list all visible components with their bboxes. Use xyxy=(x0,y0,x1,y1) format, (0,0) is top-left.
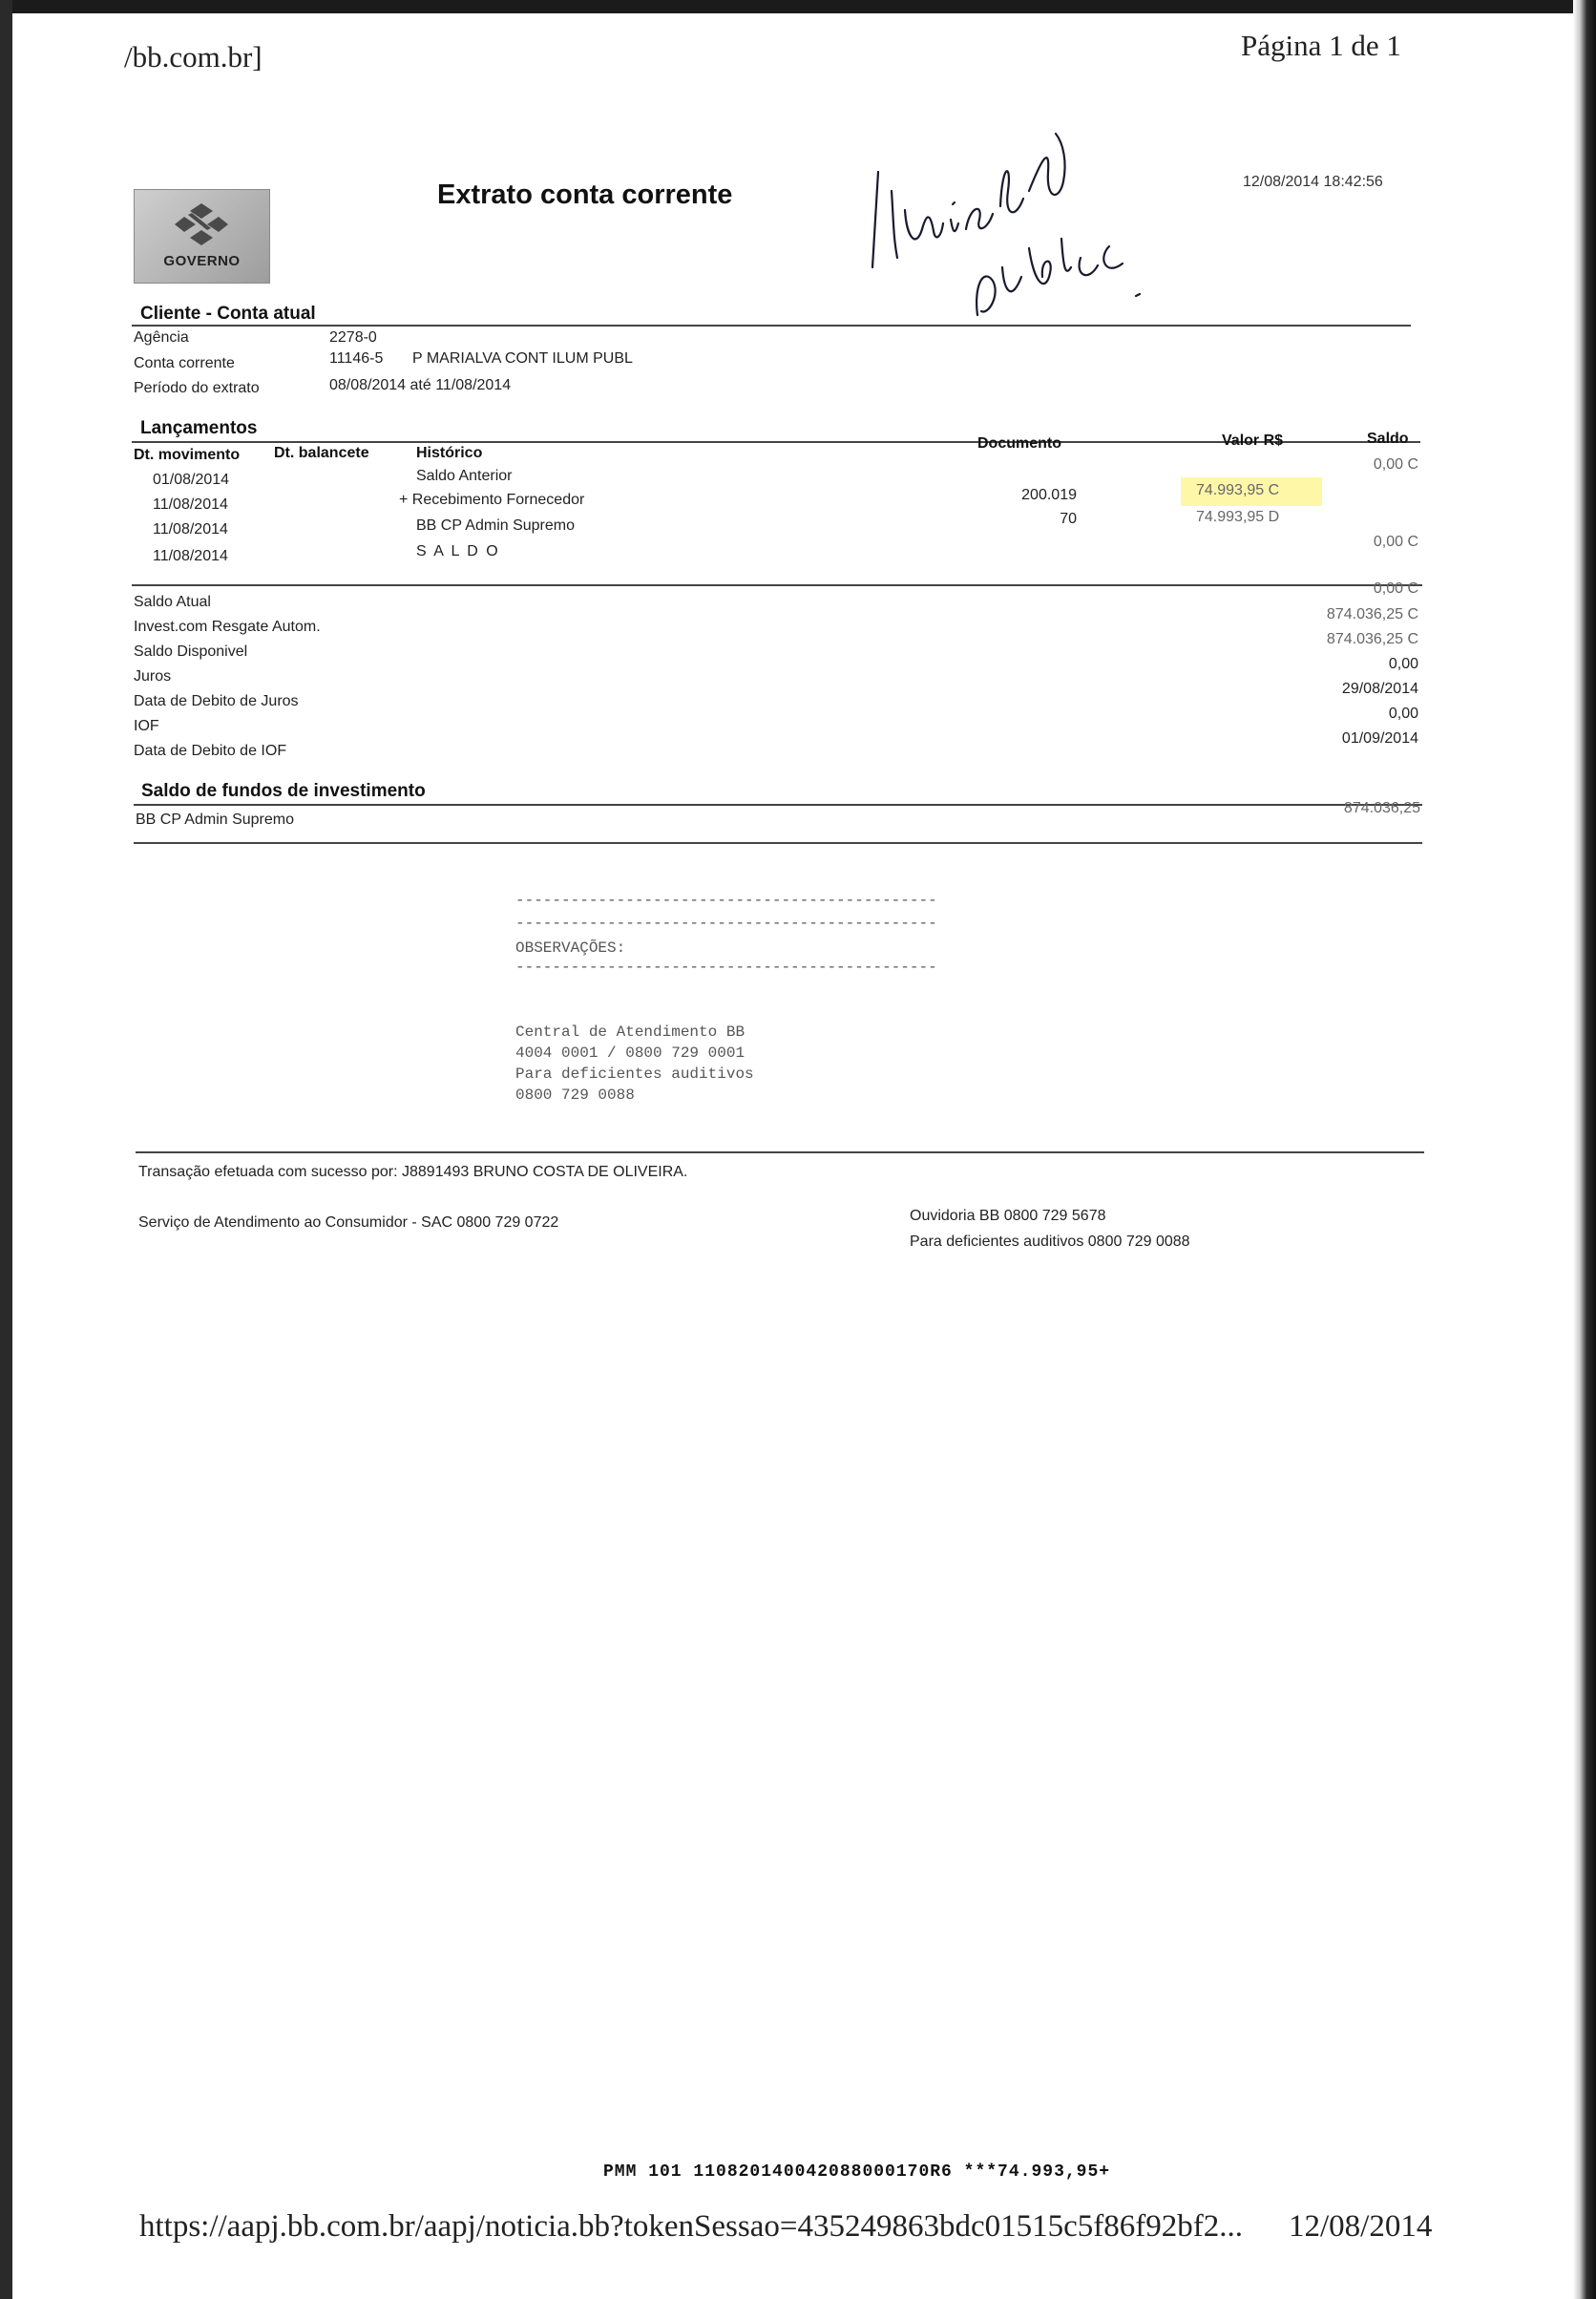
row-saldo: 0,00 C xyxy=(1373,456,1418,473)
contact-line: 0800 729 0088 xyxy=(515,1086,635,1104)
summary-value: 0,00 xyxy=(1388,656,1418,672)
row-documento: 70 xyxy=(1060,511,1077,527)
row-dt-movimento: 11/08/2014 xyxy=(153,548,228,564)
fund-value: 874.036,25 xyxy=(1343,800,1420,816)
summary-value: 0,00 C xyxy=(1373,580,1418,597)
timestamp: 12/08/2014 18:42:56 xyxy=(1243,174,1383,190)
handwritten-note xyxy=(859,124,1174,353)
observacoes-label: OBSERVAÇÕES: xyxy=(515,939,626,957)
authentication-code: PMM 101 110820140042088000170R6 ***74.993,95+ xyxy=(603,2162,1111,2182)
ouvidoria-deficientes-text: Para deficientes auditivos 0800 729 0088 xyxy=(910,1234,1190,1250)
bank-logo-text: GOVERNO xyxy=(163,253,241,269)
summary-value: 0,00 xyxy=(1388,706,1418,722)
row-documento: 200.019 xyxy=(1021,487,1077,503)
summary-value: 29/08/2014 xyxy=(1341,681,1418,697)
summary-value: 874.036,25 C xyxy=(1326,606,1418,622)
summary-label: Data de Debito de IOF xyxy=(134,743,287,759)
agencia-value: 2278-0 xyxy=(329,329,377,346)
sac-text: Serviço de Atendimento ao Consumidor - SAC 0800 729 0722 xyxy=(138,1214,559,1231)
scan-border-right xyxy=(1573,0,1596,2299)
col-saldo: Saldo xyxy=(1367,431,1409,447)
row-valor: 74.993,95 D xyxy=(1196,509,1280,525)
row-dt-movimento: 01/08/2014 xyxy=(153,472,230,488)
print-url: https://aapj.bb.com.br/aapj/noticia.bb?tokenSessao=435249863bdc01515c5f86f92bf2... xyxy=(139,2209,1243,2244)
fund-name: BB CP Admin Supremo xyxy=(136,812,295,828)
divider xyxy=(132,325,1411,327)
divider xyxy=(132,584,1422,586)
summary-value: 01/09/2014 xyxy=(1341,730,1418,747)
row-historico: BB CP Admin Supremo xyxy=(416,517,576,534)
col-dt-balancete: Dt. balancete xyxy=(274,445,369,461)
observacoes-dashes: ---------------------------------------------- xyxy=(515,892,937,909)
col-dt-movimento: Dt. movimento xyxy=(134,447,241,463)
row-historico: S A L D O xyxy=(416,543,500,559)
contact-line: Central de Atendimento BB xyxy=(515,1023,746,1041)
scan-border-left xyxy=(0,0,12,2299)
agencia-label: Agência xyxy=(134,329,189,346)
col-historico: Histórico xyxy=(416,445,483,461)
transacao-text: Transação efetuada com sucesso por: J8891493 BRUNO COSTA DE OLIVEIRA. xyxy=(138,1164,688,1180)
col-documento: Documento xyxy=(977,435,1061,452)
col-valor: Valor R$ xyxy=(1222,432,1284,449)
observacoes-dashes: ---------------------------------------------- xyxy=(515,959,937,976)
divider xyxy=(134,842,1422,844)
contact-line: Para deficientes auditivos xyxy=(515,1065,754,1083)
scan-border-top xyxy=(0,0,1596,13)
conta-value: 11146-5 xyxy=(329,350,384,367)
summary-label: Data de Debito de Juros xyxy=(134,693,299,709)
periodo-label: Período do extrato xyxy=(134,380,260,396)
page-title: Extrato conta corrente xyxy=(437,179,733,210)
row-historico: Saldo Anterior xyxy=(416,468,513,484)
print-url-fragment: /bb.com.br] xyxy=(124,40,262,74)
periodo-value: 08/08/2014 até 11/08/2014 xyxy=(329,377,512,393)
handwritten-note-text: Iluminação Pública xyxy=(859,124,868,125)
print-date: 12/08/2014 xyxy=(1289,2209,1433,2244)
row-saldo: 0,00 C xyxy=(1373,534,1418,550)
conta-name: P MARIALVA CONT ILUM PUBL xyxy=(412,350,633,367)
summary-label: Invest.com Resgate Autom. xyxy=(134,619,321,635)
row-valor: 74.993,95 C xyxy=(1196,482,1280,498)
page-counter: Página 1 de 1 xyxy=(1241,29,1401,62)
fundos-section-title: Saldo de fundos de investimento xyxy=(141,781,426,801)
lancamentos-section-title: Lançamentos xyxy=(140,418,258,438)
ouvidoria-text: Ouvidoria BB 0800 729 5678 xyxy=(910,1208,1106,1224)
contact-line: 4004 0001 / 0800 729 0001 xyxy=(515,1044,746,1062)
row-dt-movimento: 11/08/2014 xyxy=(153,521,228,538)
summary-value: 874.036,25 C xyxy=(1326,631,1418,647)
row-dt-movimento: 11/08/2014 xyxy=(153,496,228,513)
bank-logo xyxy=(134,189,270,284)
summary-label: Juros xyxy=(134,668,172,685)
summary-label: Saldo Atual xyxy=(134,594,211,610)
divider xyxy=(134,804,1422,806)
client-section-title: Cliente - Conta atual xyxy=(140,304,316,324)
row-historico: + Recebimento Fornecedor xyxy=(399,492,585,508)
summary-label: Saldo Disponivel xyxy=(134,643,248,660)
divider xyxy=(136,1151,1424,1153)
conta-label: Conta corrente xyxy=(134,355,235,371)
observacoes-dashes: ---------------------------------------------- xyxy=(515,915,937,932)
bank-logo-icon xyxy=(175,201,228,249)
summary-label: IOF xyxy=(134,718,159,734)
